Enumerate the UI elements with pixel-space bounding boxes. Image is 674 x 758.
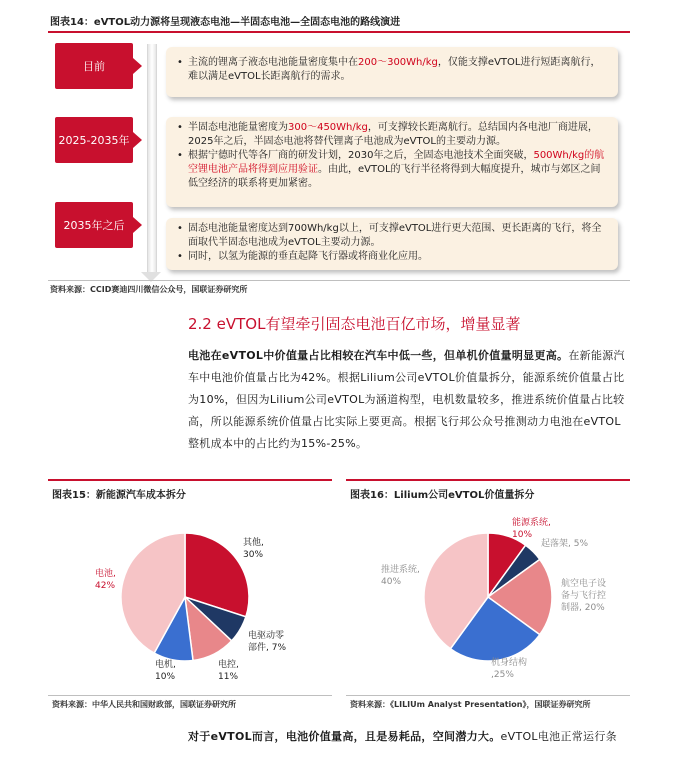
bullet-text: 半固态电池能量密度为: [188, 122, 288, 133]
highlight-text: 200～300Wh/kg: [358, 57, 438, 68]
figure-16-bottom-rule: [346, 695, 630, 696]
body-paragraph: [188, 345, 630, 455]
timeline-axis: [147, 44, 157, 276]
fig16-label-landing: 起落架, 5%: [541, 539, 588, 549]
footer-paragraph-bold: 对于eVTOL而言，电池价值量高，且是易耗品，空间潜力大。: [188, 730, 501, 743]
bullet-text: 。由此，eVTOL的飞行半径将得到大幅度提升，城市与郊区之间低空经济的联系将更加紧密。: [188, 164, 601, 189]
figure-16-title: 图表16：Lilium公司eVTOL价值量拆分: [350, 490, 535, 501]
figure-14-title: 图表14：eVTOL动力源将呈现液态电池—半固态电池—全固态电池的路线演进: [50, 17, 401, 28]
figure-15-title: 图表15：新能源汽车成本拆分: [52, 490, 186, 501]
figure-15-source: 资料来源：中华人民共和国财政部，国联证券研究所: [52, 700, 236, 709]
fig15-label-econtrol: 电控, 11%: [218, 660, 239, 682]
highlight-text: 300～450Wh/kg: [288, 122, 368, 133]
section-title: 2.2 eVTOL有望牵引固态电池百亿市场，增量显著: [188, 315, 521, 333]
fig16-label-energy: 能源系统, 10%: [512, 518, 551, 540]
figure-16-top-rule: [346, 479, 630, 481]
footer-paragraph: [188, 726, 638, 748]
figure-15-pie-chart: [48, 505, 332, 690]
bullet-text: ，仅能支撑eVTOL进行短距离航行，难以满足eVTOL长距离航行的需求。: [188, 57, 601, 82]
timeline-bullet: [188, 222, 608, 250]
timeline-box-current: [166, 47, 618, 97]
fig15-label-edrive: 电驱动零 部件, 7%: [248, 631, 286, 653]
figure-16-source: 资料来源：《LILIUm Analyst Presentation》，国联证券研究所: [350, 700, 591, 709]
body-paragraph-bold: 电池在eVTOL中价值量占比相较在汽车中低一些，但单机价值量明显更高。: [188, 349, 569, 362]
bullet-text: 固态电池能量密度达到700Wh/kg以上，可支撑eVTOL进行更大范围、更长距离的飞行，将全面取代半固态电池成为eVTOL主要动力源。: [188, 223, 602, 248]
fig15-label-other: 其他, 30%: [243, 538, 264, 560]
fig15-label-motor: 电机, 10%: [155, 660, 176, 682]
bullet-text: 同时，以氢为能源的垂直起降飞行器或将商业化应用。: [188, 251, 428, 262]
figure-14-top-rule: [48, 31, 630, 33]
figure-15-bottom-rule: [48, 695, 332, 696]
timeline-bullet: [188, 149, 608, 191]
fig16-label-structure: 机身结构 ,25%: [491, 658, 528, 680]
figure-14-source: 资料来源：CCID赛迪四川微信公众号，国联证券研究所: [50, 285, 248, 294]
timeline-box-after-2035: [166, 218, 618, 270]
body-paragraph-text: 在新能源汽车中电池价值量占比为42%。根据Lilium公司eVTOL价值量拆分，能源系统价值量占比为10%，但因为Lilium公司eVTOL为涵道构型，电机数量较多，推进系统价值量占比较高，所以能源系统价值量占比实际上要更高。根据飞行邦公众号推测动力电池在eVTOL整机成本中的占比约为15%-25%。: [188, 349, 625, 450]
timeline-bullet: [188, 250, 608, 264]
timeline-bullet: [188, 121, 608, 149]
timeline-bullet: [188, 56, 608, 84]
timeline-label-2025-2035: 2025-2035年: [55, 117, 133, 163]
timeline-label-current: 目前: [55, 43, 133, 89]
bullet-text: ，可支撑较长距离航行。总结国内各电池厂商进展，2025年之后，半固态电池将替代锂离子电池成为eVTOL的主要动力源。: [188, 122, 598, 147]
fig16-label-propulsion: 推进系统, 40%: [381, 565, 420, 587]
timeline-box-2025-2035: [166, 117, 618, 207]
bullet-text: 根据宁德时代等各厂商的研发计划，2030年之后，全固态电池技术全面突破，: [188, 150, 534, 161]
figure-15-top-rule: [48, 479, 332, 481]
highlight-text: 500Wh/kg的航空锂电池产品将得到应用验证: [188, 150, 605, 175]
footer-paragraph-text: eVTOL电池正常运行条: [500, 730, 617, 743]
fig16-label-avionics: 航空电子设 备与飞行控 制器, 20%: [561, 579, 607, 613]
figure-14-bottom-rule: [48, 280, 630, 281]
fig15-label-battery: 电池, 42%: [95, 569, 116, 591]
bullet-text: 主流的锂离子液态电池能量密度集中在: [188, 57, 358, 68]
timeline-label-after-2035: 2035年之后: [55, 202, 133, 248]
